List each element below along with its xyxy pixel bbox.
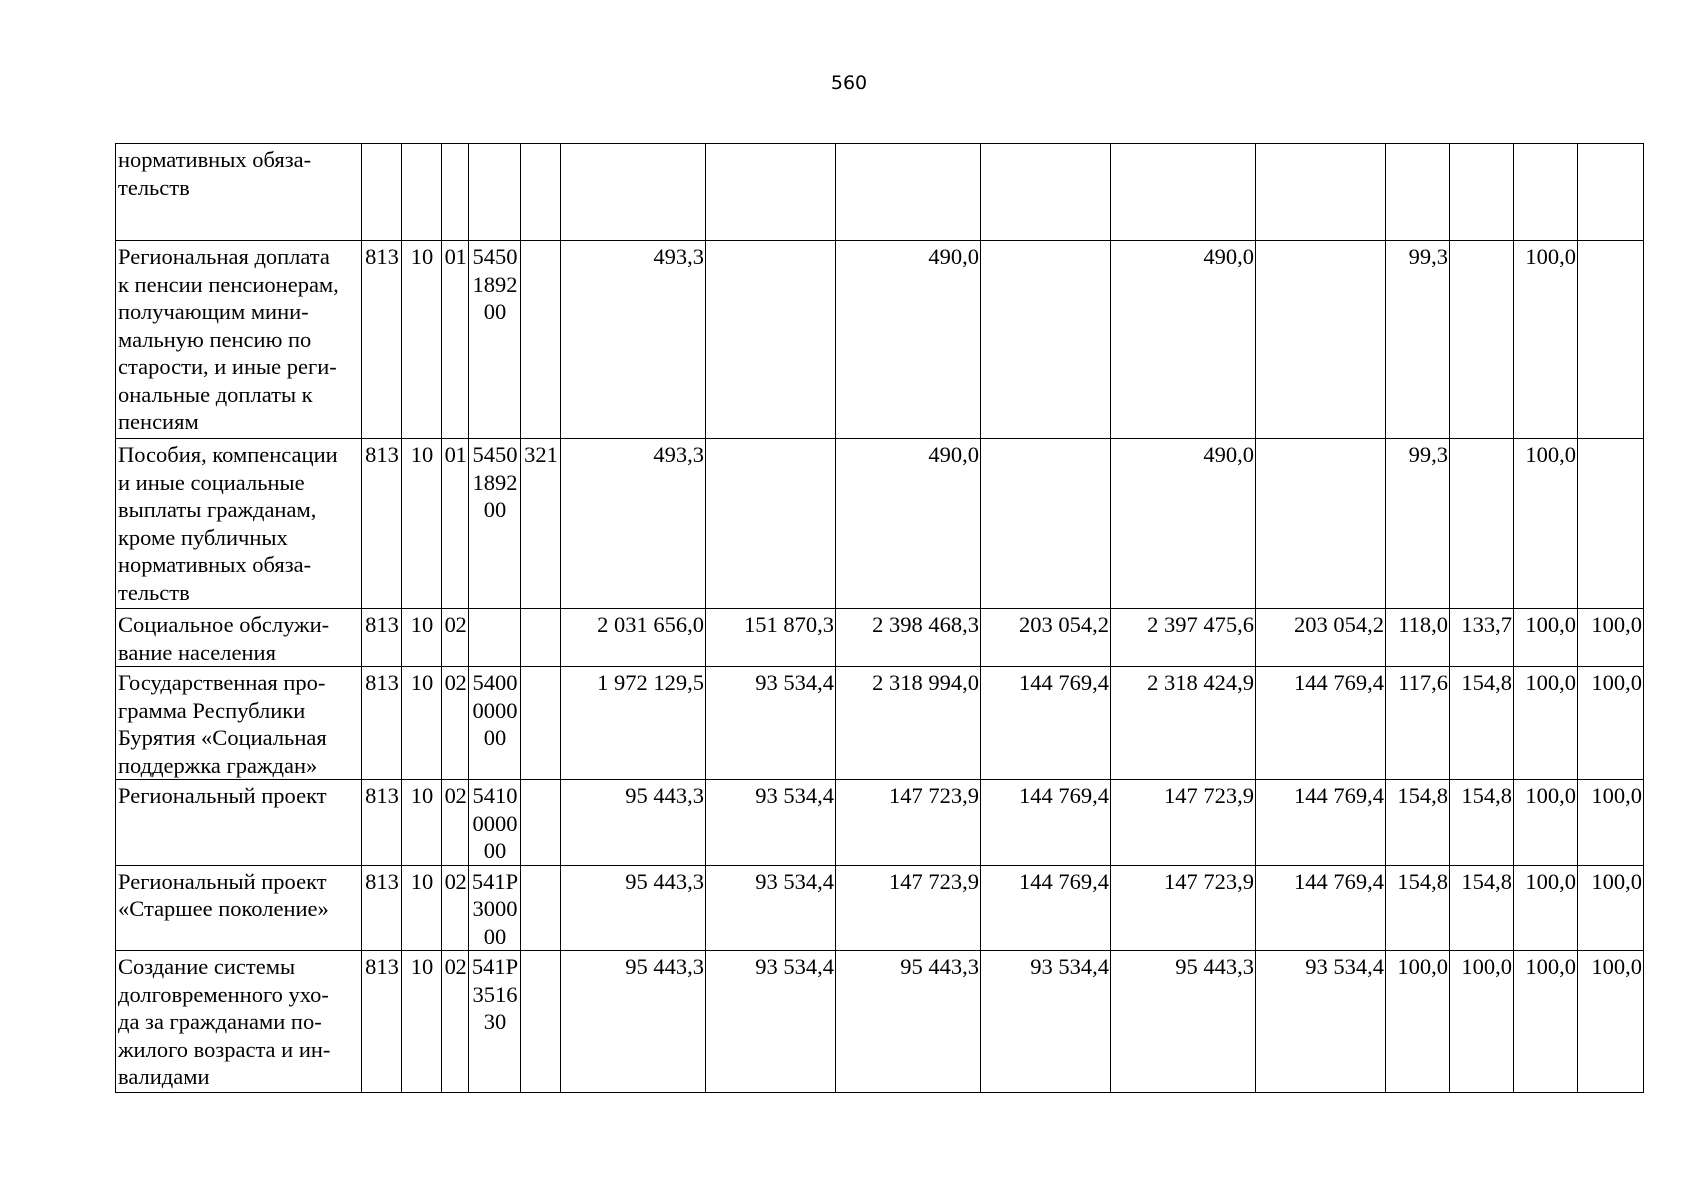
table-row <box>116 144 1644 241</box>
cell-percent-2: 133,7 <box>1450 609 1514 667</box>
cell-percent-4: 100,0 <box>1578 951 1644 1093</box>
cell-amount-6: 203 054,2 <box>1256 609 1386 667</box>
cell-section-code: 10 <box>402 780 442 866</box>
table-body <box>116 144 1644 1093</box>
cell-amount-1: 95 443,3 <box>561 780 706 866</box>
cell-target-article: 5450 1892 00 <box>469 241 521 439</box>
cell-amount-3: 490,0 <box>836 241 981 439</box>
cell-amount-5: 490,0 <box>1111 241 1256 439</box>
cell-amount-2 <box>706 439 836 609</box>
cell-percent-2: 154,8 <box>1450 780 1514 866</box>
cell-amount-4 <box>981 439 1111 609</box>
cell-subsection-code: 02 <box>442 951 469 1093</box>
cell-percent-4 <box>1578 144 1644 241</box>
cell-expense-type <box>521 780 561 866</box>
budget-table <box>115 143 1644 1093</box>
cell-subsection-code: 01 <box>442 241 469 439</box>
cell-expense-type: 321 <box>521 439 561 609</box>
cell-percent-3 <box>1514 144 1578 241</box>
cell-percent-4: 100,0 <box>1578 609 1644 667</box>
cell-ved-code: 813 <box>362 439 402 609</box>
cell-name: Социальное обслужи- вание населения <box>116 609 362 667</box>
cell-amount-3: 147 723,9 <box>836 780 981 866</box>
cell-amount-6: 93 534,4 <box>1256 951 1386 1093</box>
cell-subsection-code: 02 <box>442 780 469 866</box>
cell-target-article: 5450 1892 00 <box>469 439 521 609</box>
cell-amount-2: 151 870,3 <box>706 609 836 667</box>
cell-amount-5: 147 723,9 <box>1111 780 1256 866</box>
cell-amount-6 <box>1256 241 1386 439</box>
cell-section-code: 10 <box>402 439 442 609</box>
cell-section-code: 10 <box>402 241 442 439</box>
cell-name: нормативных обяза- тельств <box>116 144 362 241</box>
table-row <box>116 241 1644 439</box>
cell-section-code <box>402 144 442 241</box>
cell-name: Региональный проект <box>116 780 362 866</box>
page-number: 560 <box>830 72 868 94</box>
cell-name: Создание системы долговременного ухо- да за гражданами по- жилого возраста и ин- валидами <box>116 951 362 1093</box>
cell-amount-5: 95 443,3 <box>1111 951 1256 1093</box>
cell-expense-type <box>521 951 561 1093</box>
cell-amount-2: 93 534,4 <box>706 951 836 1093</box>
cell-amount-2: 93 534,4 <box>706 865 836 951</box>
cell-amount-4: 144 769,4 <box>981 865 1111 951</box>
cell-expense-type <box>521 144 561 241</box>
cell-percent-3: 100,0 <box>1514 865 1578 951</box>
cell-amount-5: 2 318 424,9 <box>1111 667 1256 780</box>
cell-expense-type <box>521 865 561 951</box>
cell-target-article <box>469 144 521 241</box>
cell-ved-code: 813 <box>362 667 402 780</box>
cell-percent-1 <box>1386 144 1450 241</box>
cell-percent-4: 100,0 <box>1578 667 1644 780</box>
cell-percent-3: 100,0 <box>1514 951 1578 1093</box>
cell-amount-6: 144 769,4 <box>1256 780 1386 866</box>
cell-percent-2: 100,0 <box>1450 951 1514 1093</box>
cell-subsection-code: 02 <box>442 667 469 780</box>
cell-amount-3: 95 443,3 <box>836 951 981 1093</box>
cell-percent-3: 100,0 <box>1514 439 1578 609</box>
cell-subsection-code: 02 <box>442 865 469 951</box>
cell-amount-3: 2 398 468,3 <box>836 609 981 667</box>
cell-name: Региональный проект «Старшее поколение» <box>116 865 362 951</box>
cell-target-article <box>469 609 521 667</box>
cell-percent-1: 99,3 <box>1386 439 1450 609</box>
cell-section-code: 10 <box>402 865 442 951</box>
cell-amount-4: 203 054,2 <box>981 609 1111 667</box>
cell-percent-1: 118,0 <box>1386 609 1450 667</box>
cell-percent-1: 99,3 <box>1386 241 1450 439</box>
cell-percent-1: 154,8 <box>1386 780 1450 866</box>
cell-amount-4 <box>981 241 1111 439</box>
cell-amount-4: 144 769,4 <box>981 780 1111 866</box>
cell-amount-6 <box>1256 144 1386 241</box>
cell-percent-1: 154,8 <box>1386 865 1450 951</box>
table-row <box>116 865 1644 951</box>
cell-amount-2 <box>706 144 836 241</box>
cell-subsection-code: 02 <box>442 609 469 667</box>
cell-percent-2 <box>1450 439 1514 609</box>
cell-amount-3: 147 723,9 <box>836 865 981 951</box>
cell-section-code: 10 <box>402 667 442 780</box>
cell-amount-3: 490,0 <box>836 439 981 609</box>
cell-percent-2 <box>1450 241 1514 439</box>
table-row <box>116 609 1644 667</box>
cell-target-article: 541P 3000 00 <box>469 865 521 951</box>
cell-amount-5: 147 723,9 <box>1111 865 1256 951</box>
cell-percent-3: 100,0 <box>1514 241 1578 439</box>
cell-target-article: 541P 3516 30 <box>469 951 521 1093</box>
cell-amount-1: 95 443,3 <box>561 865 706 951</box>
cell-amount-5: 2 397 475,6 <box>1111 609 1256 667</box>
cell-percent-3: 100,0 <box>1514 667 1578 780</box>
cell-percent-4 <box>1578 439 1644 609</box>
cell-amount-6: 144 769,4 <box>1256 865 1386 951</box>
cell-percent-2: 154,8 <box>1450 865 1514 951</box>
cell-subsection-code <box>442 144 469 241</box>
cell-expense-type <box>521 609 561 667</box>
cell-expense-type <box>521 667 561 780</box>
cell-expense-type <box>521 241 561 439</box>
cell-amount-1: 493,3 <box>561 241 706 439</box>
cell-ved-code: 813 <box>362 951 402 1093</box>
cell-amount-2: 93 534,4 <box>706 667 836 780</box>
cell-amount-4: 93 534,4 <box>981 951 1111 1093</box>
cell-section-code: 10 <box>402 951 442 1093</box>
cell-amount-6 <box>1256 439 1386 609</box>
cell-amount-4 <box>981 144 1111 241</box>
cell-percent-1: 100,0 <box>1386 951 1450 1093</box>
cell-amount-1: 493,3 <box>561 439 706 609</box>
cell-target-article: 5410 0000 00 <box>469 780 521 866</box>
cell-amount-2 <box>706 241 836 439</box>
cell-amount-5 <box>1111 144 1256 241</box>
cell-name: Пособия, компенсации и иные социальные выплаты гражданам, кроме публичных нормативных обяза- тельств <box>116 439 362 609</box>
cell-amount-1: 95 443,3 <box>561 951 706 1093</box>
table-row <box>116 780 1644 866</box>
cell-amount-3: 2 318 994,0 <box>836 667 981 780</box>
cell-name: Государственная про- грамма Республики Бурятия «Социальная поддержка граждан» <box>116 667 362 780</box>
cell-ved-code: 813 <box>362 609 402 667</box>
cell-amount-1: 2 031 656,0 <box>561 609 706 667</box>
cell-percent-4 <box>1578 241 1644 439</box>
cell-amount-1: 1 972 129,5 <box>561 667 706 780</box>
cell-subsection-code: 01 <box>442 439 469 609</box>
cell-percent-4: 100,0 <box>1578 865 1644 951</box>
table-row <box>116 951 1644 1093</box>
cell-amount-4: 144 769,4 <box>981 667 1111 780</box>
cell-amount-3 <box>836 144 981 241</box>
cell-percent-2 <box>1450 144 1514 241</box>
cell-amount-2: 93 534,4 <box>706 780 836 866</box>
cell-amount-6: 144 769,4 <box>1256 667 1386 780</box>
cell-ved-code: 813 <box>362 241 402 439</box>
cell-percent-1: 117,6 <box>1386 667 1450 780</box>
cell-percent-2: 154,8 <box>1450 667 1514 780</box>
table-row <box>116 439 1644 609</box>
cell-percent-4: 100,0 <box>1578 780 1644 866</box>
cell-ved-code: 813 <box>362 780 402 866</box>
cell-percent-3: 100,0 <box>1514 780 1578 866</box>
cell-percent-3: 100,0 <box>1514 609 1578 667</box>
table-row <box>116 667 1644 780</box>
cell-ved-code: 813 <box>362 865 402 951</box>
cell-name: Региональная доплата к пенсии пенсионерам, получающим мини- мальную пенсию по старости, и иные реги- ональные доплаты к пенсиям <box>116 241 362 439</box>
cell-ved-code <box>362 144 402 241</box>
cell-amount-5: 490,0 <box>1111 439 1256 609</box>
cell-target-article: 5400 0000 00 <box>469 667 521 780</box>
cell-section-code: 10 <box>402 609 442 667</box>
cell-amount-1 <box>561 144 706 241</box>
